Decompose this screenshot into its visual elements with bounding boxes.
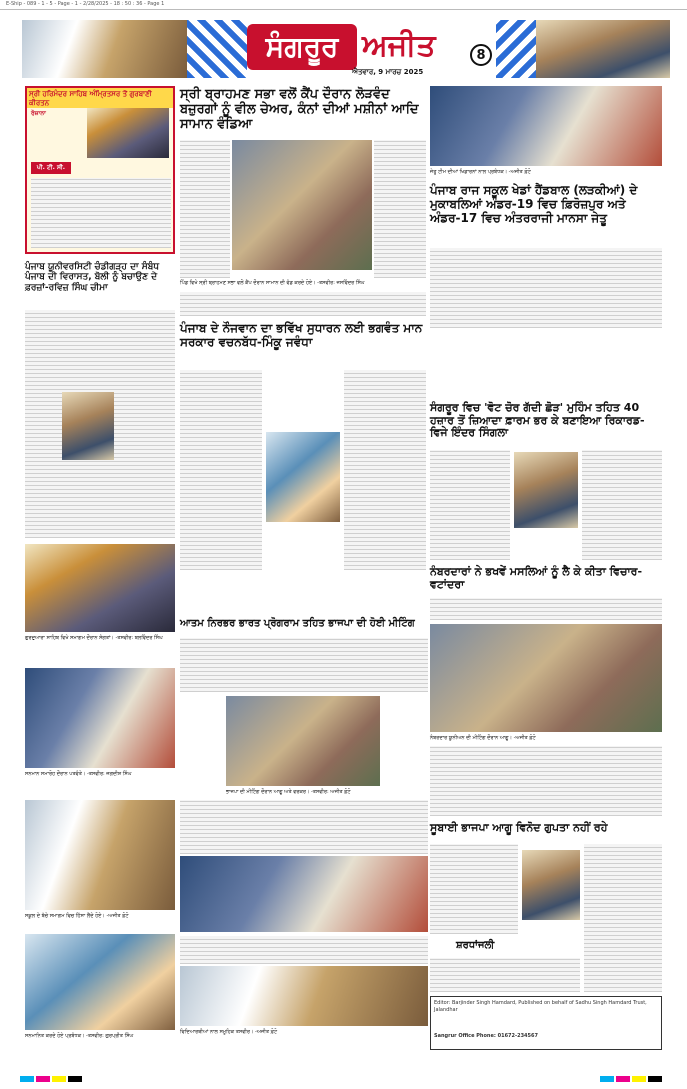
article-7-caption-2: ਵਿਦਿਆਰਥੀਆਂ ਨਾਲ ਸਮੂਹਿਕ ਤਸਵੀਰ। -ਅਜੀਤ ਫ਼ੋਟੋ [180,1029,278,1035]
masthead-right-photo [536,20,670,78]
masthead-title-right-box [362,24,462,70]
article-7-photo [226,696,380,786]
color-chip-yellow [52,1076,66,1082]
article-7-caption: ਭਾਜਪਾ ਦੀ ਮੀਟਿੰਗ ਦੌਰਾਨ ਆਗੂ ਅਤੇ ਵਰਕਰ। -ਤਸਵੀਰ: ਅਜੀਤ ਫ਼ੋਟੋ [226,789,351,795]
color-bar [0,1076,687,1084]
masthead-title-left: ਸੰਗਰੂਰ [265,30,339,63]
article-1-caption: ਪਿੰਡ ਵਿਖੇ ਸ੍ਰੀ ਬ੍ਰਾਹਮਣ ਸਭਾ ਵਲੋਂ ਕੈਂਪ ਦੌਰਾਨ ਸਾਮਾਨ ਦੀ ਵੰਡ ਕਰਦੇ ਹੋਏ। -ਤਸਵੀਰ: ਜਸਵਿੰਦਰ ਸਿੰਘ [180,280,365,286]
ad-heading: ਸ੍ਰੀ ਹਰਿਮੰਦਰ ਸਾਹਿਬ ਅੰਮ੍ਰਿਤਸਰ ਤੋਂ ਗੁਰਬਾਣੀ ਕੀਰਤਨ [27,88,173,108]
left-caption-4: ਸਨਮਾਨਿਤ ਕਰਦੇ ਹੋਏ ਪ੍ਰਬੰਧਕ। -ਤਸਵੀਰ: ਗੁਰਪ੍ਰੀਤ ਸਿੰਘ [25,1033,134,1039]
article-7-text-a [180,638,428,692]
article-8-headline: ਸੂਬਾਈ ਭਾਜਪਾ ਆਗੂ ਵਿਨੋਦ ਗੁਪਤਾ ਨਹੀਂ ਰਹੇ [430,821,608,834]
article-4-text-a [180,370,262,570]
article-4-portrait [266,432,340,522]
article-3-headline: ਪੰਜਾਬ ਯੂਨੀਵਰਸਿਟੀ ਚੰਡੀਗੜ੍ਹ ਦਾ ਸੰਬੰਧ ਪੰਜਾਬ ਦੀ ਵਿਰਾਸਤ, ਬੋਲੀ ਨੂੰ ਬਚਾਉਣ ਦੇ ਫ਼ਰਜ਼ਾਂ-ਰਵਿਜ਼ ਸਿੰਘ ਚੀਮਾ [25,262,160,293]
masthead-pattern-right [496,20,536,78]
article-6-text-b [430,746,662,816]
article-3-portrait [62,392,114,460]
page-number-badge: 8 [470,44,492,66]
color-chip-magenta [36,1076,50,1082]
left-caption-2: ਸਨਮਾਨ ਸਮਾਰੋਹ ਦੌਰਾਨ ਪਤਵੰਤੇ। -ਤਸਵੀਰ: ਜਗਦੀਸ਼ ਸਿੰਘ [25,771,132,777]
masthead-date: ਐਤਵਾਰ, 9 ਮਾਰਚ 2025 [352,68,424,76]
article-1-text-b [374,140,426,278]
article-2-caption: ਜੇਤੂ ਟੀਮ ਦੀਆਂ ਖਿਡਾਰਨਾਂ ਨਾਲ ਪ੍ਰਬੰਧਕ। -ਅਜੀਤ ਫ਼ੋਟੋ [430,169,531,175]
color-chip-magenta-2 [616,1076,630,1082]
color-chip-black-2 [648,1076,662,1082]
article-4-headline: ਪੰਜਾਬ ਦੇ ਨੌਜਵਾਨ ਦਾ ਭਵਿੱਖ ਸੁਧਾਰਨ ਲਈ ਭਗਵੰਤ ਮਾਨ ਸਰਕਾਰ ਵਚਨਬੱਧ-ਮਿੰਕੂ ਜਵੰਧਾ [180,321,423,349]
masthead-title-right: ਅਜੀਤ [362,28,436,63]
article-1-photo [232,140,372,270]
color-chip-black [68,1076,82,1082]
ad-badge: ਪੀ. ਟੀ. ਸੀ. [31,162,71,174]
left-caption-3: ਸਕੂਲ ਦੇ ਬੱਚੇ ਸਮਾਗਮ ਵਿਚ ਹਿੱਸਾ ਲੈਂਦੇ ਹੋਏ। -ਅਜੀਤ ਫ਼ੋਟੋ [25,913,129,919]
article-6-text-a [430,598,662,620]
article-9-headline: ਸ਼ਰਧਾਂਜਲੀ [456,940,495,951]
article-6-caption: ਨੰਬਰਦਾਰ ਯੂਨੀਅਨ ਦੀ ਮੀਟਿੰਗ ਦੌਰਾਨ ਆਗੂ। -ਅਜੀਤ ਫ਼ੋਟੋ [430,735,536,741]
article-4-text-b [344,370,426,570]
article-7-photo-2 [180,856,428,932]
article-1-text-a [180,140,230,278]
article-5-text-a [430,450,510,560]
article-8-portrait [522,850,580,920]
color-chip-cyan [20,1076,34,1082]
left-photo-2 [25,668,175,768]
left-photo-1 [25,544,175,632]
masthead-pattern-left [187,20,247,78]
article-2-text [430,248,662,328]
article-5-portrait [514,452,578,528]
footer-box [430,996,662,1050]
left-photo-4 [25,934,175,1030]
article-2-photo [430,86,662,166]
footer-contact: Sangrur Office Phone: 01672-234567 [434,1033,538,1039]
ad-sub: ਰੋਜ਼ਾਨਾ [31,110,46,117]
article-8-text-a [430,844,518,934]
masthead-left-photo [22,20,187,78]
left-photo-3 [25,800,175,910]
article-6-photo [430,624,662,732]
article-6-headline: ਨੰਬਰਦਾਰਾਂ ਨੇ ਭਖਵੇਂ ਮਸਲਿਆਂ ਨੂੰ ਲੈ ਕੇ ਕੀਤਾ ਵਿਚਾਰ-ਵਟਾਂਦਰਾ [430,565,643,591]
article-1-text-c [180,292,426,316]
article-7-photo-3 [180,966,428,1026]
footer-publisher: Editor: Barjinder Singh Hamdard, Published on behalf of Sadhu Singh Hamdard Trust, Jalandhar [434,1000,647,1013]
article-7-text-b [180,800,428,854]
top-strip-text: E-Ship - 089 - 1 - 5 - Page - 1 - 2/28/2025 - 18 : 50 : 36 - Page 1 [6,1,165,7]
article-5-text-b [582,450,662,560]
article-5-headline: ਸੰਗਰੂਰ ਵਿਚ 'ਵੋਟ ਚੋਰ ਗੱਦੀ ਛੋੜ' ਮੁਹਿੰਮ ਤਹਿਤ 40 ਹਜ਼ਾਰ ਤੋਂ ਜ਼ਿਆਦਾ ਫ਼ਾਰਮ ਭਰ ਕੇ ਬਣਾਇਆ ਰਿਕਾਰਡ-ਵਿਜੇ ਇੰਦਰ ਸਿੰਗਲਾ [430,401,645,440]
article-7-text-c [180,936,428,964]
top-strip [0,0,687,10]
color-chip-yellow-2 [632,1076,646,1082]
article-9-text [430,958,580,992]
article-2-headline: ਪੰਜਾਬ ਰਾਜ ਸਕੂਲ ਖੇਡਾਂ ਹੈਂਡਬਾਲ (ਲੜਕੀਆਂ) ਦੇ ਮੁਕਾਬਲਿਆਂ ਅੰਡਰ-19 ਵਿਚ ਫ਼ਿਰੋਜ਼ਪੁਰ ਅਤੇ ਅੰਡਰ-17 ਵਿਚ ਅੰਤਰਰਾਜੀ ਮਾਨਸਾ ਜੇਤੂ [430,183,638,225]
article-1-headline: ਸ੍ਰੀ ਬ੍ਰਾਹਮਣ ਸਭਾ ਵਲੋਂ ਕੈਂਪ ਦੌਰਾਨ ਲੋੜਵੰਦ ਬਜ਼ੁਰਗਾਂ ਨੂੰ ਵੀਲ ਚੇਅਰ, ਕੰਨਾਂ ਦੀਆਂ ਮਸ਼ੀਨਾਂ ਆਦਿ ਸਾਮਾਨ ਵੰਡਿਆ [180,87,419,132]
left-caption-1: ਗੁਰਦੁਆਰਾ ਸਾਹਿਬ ਵਿਖੇ ਸਮਾਗਮ ਦੌਰਾਨ ਸੰਗਤਾਂ। -ਤਸਵੀਰ: ਬਲਵਿੰਦਰ ਸਿੰਘ [25,635,163,641]
article-8-text-b [584,844,662,992]
color-chip-cyan-2 [600,1076,614,1082]
ad-box [25,86,175,254]
article-7-headline: ਆਤਮ ਨਿਰਭਰ ਭਾਰਤ ਪ੍ਰੋਗਰਾਮ ਤਹਿਤ ਭਾਜਪਾ ਦੀ ਹੋਈ ਮੀਟਿੰਗ [180,618,415,629]
ad-temple-photo [87,108,169,158]
ad-text-block [31,178,171,248]
masthead-title-left-box [247,24,357,70]
masthead [22,18,670,80]
